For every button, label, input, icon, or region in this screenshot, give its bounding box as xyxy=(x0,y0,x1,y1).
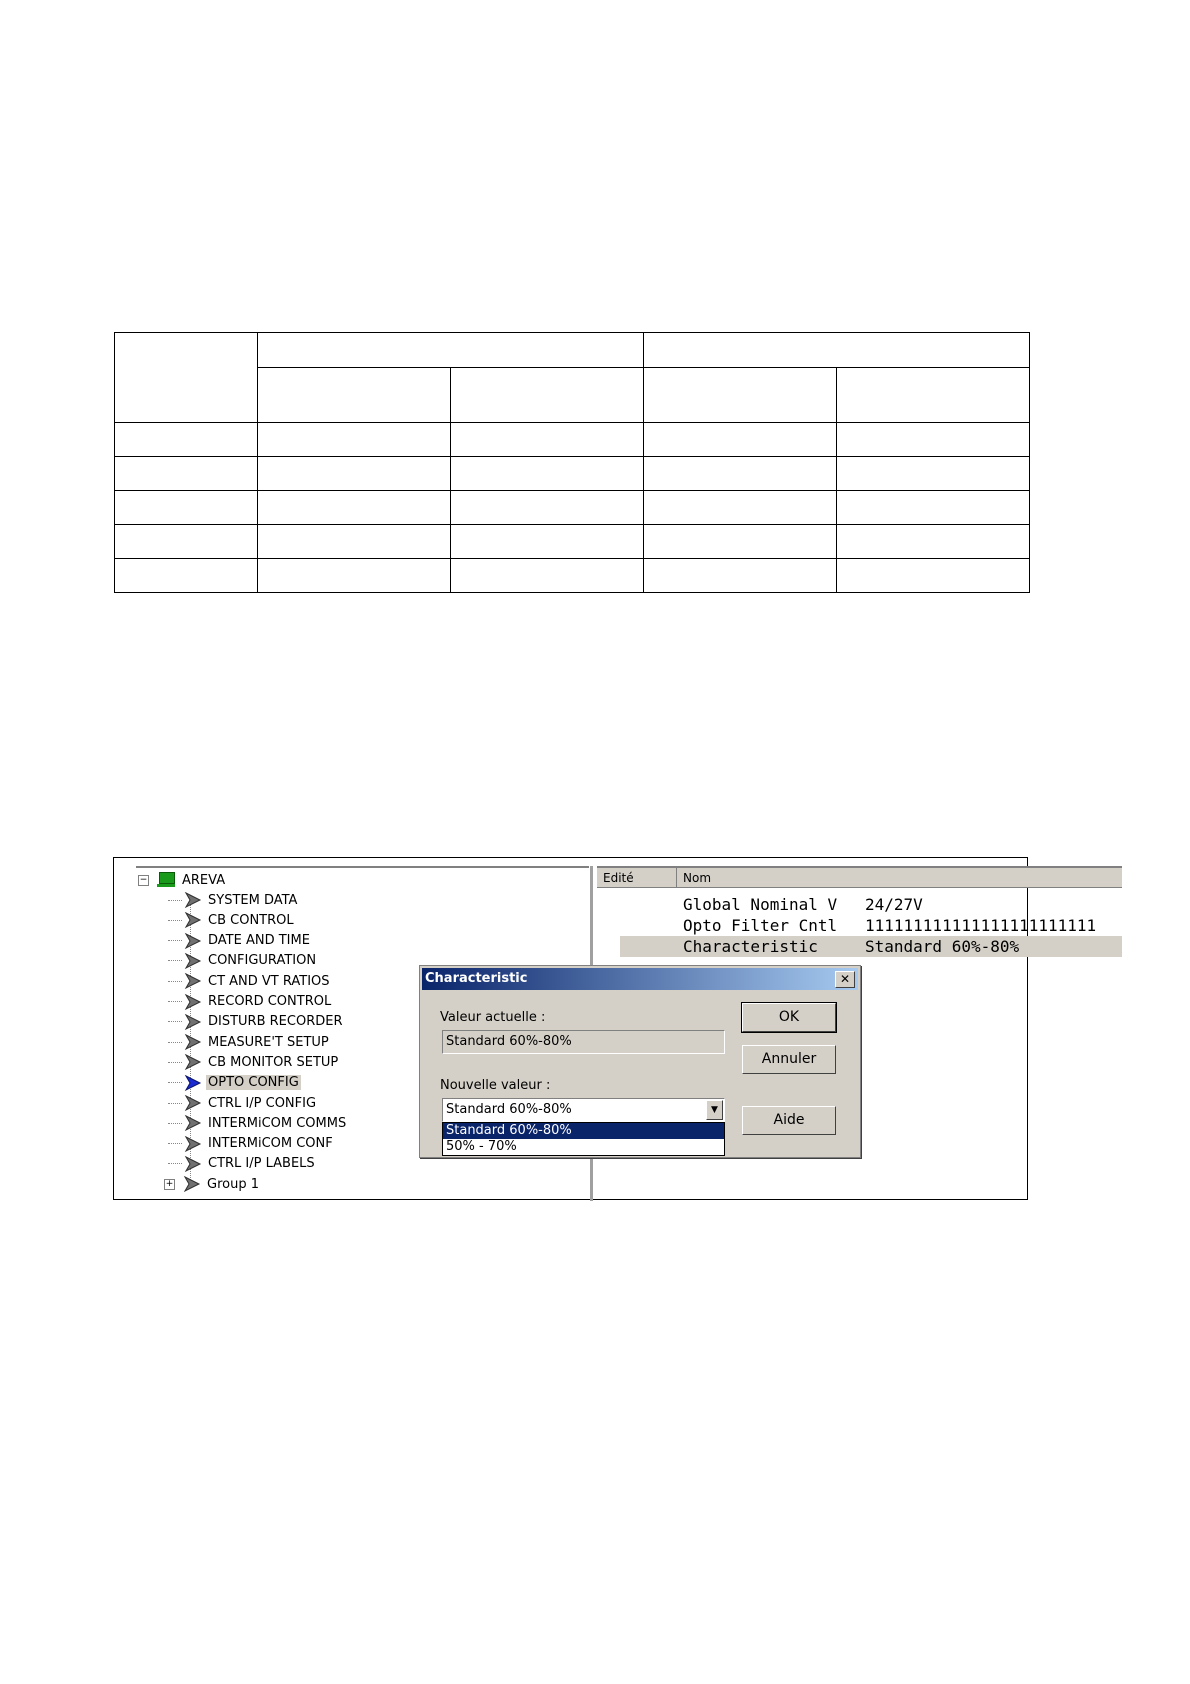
tree-item[interactable] xyxy=(168,910,296,930)
new-value-label: Nouvelle valeur : xyxy=(440,1078,551,1093)
tree-item-label: CB MONITOR SETUP xyxy=(208,1054,339,1070)
help-button[interactable]: Aide xyxy=(742,1106,836,1135)
arrow-icon xyxy=(184,1033,202,1051)
setting-value: 111111111111111111111111 xyxy=(865,916,1097,935)
list-header xyxy=(597,866,1122,888)
tree-connector xyxy=(168,940,182,941)
tree-connector xyxy=(168,1001,182,1002)
current-value-label: Valeur actuelle : xyxy=(440,1010,546,1025)
arrow-icon xyxy=(184,1074,202,1092)
characteristic-dialog xyxy=(419,965,861,1158)
tree-connector xyxy=(168,1021,182,1022)
arrow-icon xyxy=(184,1155,202,1173)
tree-item[interactable] xyxy=(165,1174,261,1194)
tree-item[interactable] xyxy=(168,992,333,1012)
ok-button[interactable]: OK xyxy=(742,1003,836,1032)
tree-item-label: DISTURB RECORDER xyxy=(208,1014,343,1030)
tree-connector xyxy=(168,900,182,901)
tree-item-label: OPTO CONFIG xyxy=(208,1075,299,1091)
tree-item[interactable] xyxy=(168,890,299,910)
tree-item[interactable] xyxy=(168,1012,344,1032)
tree-item[interactable] xyxy=(168,1093,318,1113)
tree-connector xyxy=(168,1103,182,1104)
table-cell xyxy=(644,333,1030,368)
tree-connector xyxy=(168,1143,182,1144)
tree-item-label: DATE AND TIME xyxy=(208,933,310,949)
computer-icon xyxy=(157,872,175,888)
tree-item-label: INTERMiCOM CONF xyxy=(208,1136,333,1152)
tree-item[interactable] xyxy=(168,931,312,951)
tree-connector xyxy=(168,1042,182,1043)
column-header-edited[interactable]: Edité xyxy=(597,868,677,888)
arrow-icon xyxy=(184,932,202,950)
arrow-icon xyxy=(184,1135,202,1153)
tree-item[interactable] xyxy=(168,1073,301,1093)
tree-item-label: CONFIGURATION xyxy=(208,953,317,969)
arrow-icon xyxy=(183,1175,201,1193)
tree-root-areva[interactable] xyxy=(138,870,227,890)
table-cell xyxy=(115,333,258,423)
collapse-icon[interactable]: − xyxy=(139,874,148,885)
setting-name: Opto Filter Cntl xyxy=(683,916,838,935)
tree-item-label: CB CONTROL xyxy=(208,912,294,928)
tree-connector xyxy=(168,920,182,921)
table-cell xyxy=(451,368,644,423)
tree-item-label: SYSTEM DATA xyxy=(208,892,298,908)
setting-name: Global Nominal V xyxy=(683,895,838,914)
setting-value: Standard 60%-80% xyxy=(865,937,1020,956)
arrow-icon xyxy=(184,1094,202,1112)
tree-item[interactable] xyxy=(168,1113,348,1133)
tree-item[interactable] xyxy=(168,1134,335,1154)
arrow-icon xyxy=(184,1114,202,1132)
tree-connector xyxy=(168,960,182,961)
tree-item[interactable] xyxy=(168,1154,317,1174)
current-value-field: Standard 60%-80% xyxy=(442,1030,725,1054)
chevron-down-icon[interactable]: ▼ xyxy=(706,1100,723,1120)
dialog-titlebar[interactable] xyxy=(422,968,858,990)
list-row[interactable] xyxy=(620,894,1122,915)
tree-item[interactable] xyxy=(168,1032,331,1052)
tree-connector xyxy=(168,1123,182,1124)
dropdown-option-selected[interactable]: Standard 60%-80% xyxy=(443,1123,724,1139)
arrow-icon xyxy=(184,911,202,929)
tree-item-label: Group 1 xyxy=(207,1176,259,1192)
expand-icon[interactable]: + xyxy=(165,1178,174,1189)
new-value-select[interactable] xyxy=(442,1098,725,1122)
tree-connector xyxy=(168,1082,182,1083)
close-button[interactable]: ✕ xyxy=(835,971,855,988)
software-screenshot xyxy=(113,857,1097,1200)
tree-item[interactable] xyxy=(168,951,318,971)
dialog-title: Characteristic xyxy=(425,971,528,986)
tree-item[interactable] xyxy=(168,1052,340,1072)
column-header-name[interactable]: Nom xyxy=(683,871,712,885)
tree-item-label: CTRL I/P LABELS xyxy=(208,1156,315,1172)
list-row[interactable] xyxy=(620,915,1122,936)
setting-name: Characteristic xyxy=(683,937,818,956)
arrow-icon xyxy=(184,993,202,1011)
arrow-icon xyxy=(184,972,202,990)
cancel-button[interactable]: Annuler xyxy=(742,1045,836,1074)
tree-connector xyxy=(168,1163,182,1164)
new-value-dropdown xyxy=(442,1122,725,1156)
tree-connector xyxy=(168,981,182,982)
tree-item[interactable] xyxy=(168,971,332,991)
table-cell xyxy=(258,368,451,423)
list-row-selected[interactable] xyxy=(620,936,1122,957)
tree-connector xyxy=(168,1062,182,1063)
tree-item-label: CTRL I/P CONFIG xyxy=(208,1095,317,1111)
tree-item-label: RECORD CONTROL xyxy=(208,994,332,1009)
arrow-icon xyxy=(184,1013,202,1031)
arrow-icon xyxy=(184,952,202,970)
tree-item-label: MEASURE'T SETUP xyxy=(208,1034,329,1050)
empty-table xyxy=(114,332,1030,593)
arrow-icon xyxy=(184,891,202,909)
tree-item-label: INTERMiCOM COMMS xyxy=(208,1115,347,1131)
arrow-icon xyxy=(184,1053,202,1071)
new-value-selected: Standard 60%-80% xyxy=(446,1102,572,1117)
tree-item-label: CT AND VT RATIOS xyxy=(208,973,330,989)
table-cell xyxy=(837,368,1030,423)
setting-value: 24/27V xyxy=(865,895,923,914)
table-cell xyxy=(258,333,644,368)
dropdown-option[interactable]: 50% - 70% xyxy=(446,1139,517,1154)
table-cell xyxy=(644,368,837,423)
tree-root-label: AREVA xyxy=(182,872,226,888)
